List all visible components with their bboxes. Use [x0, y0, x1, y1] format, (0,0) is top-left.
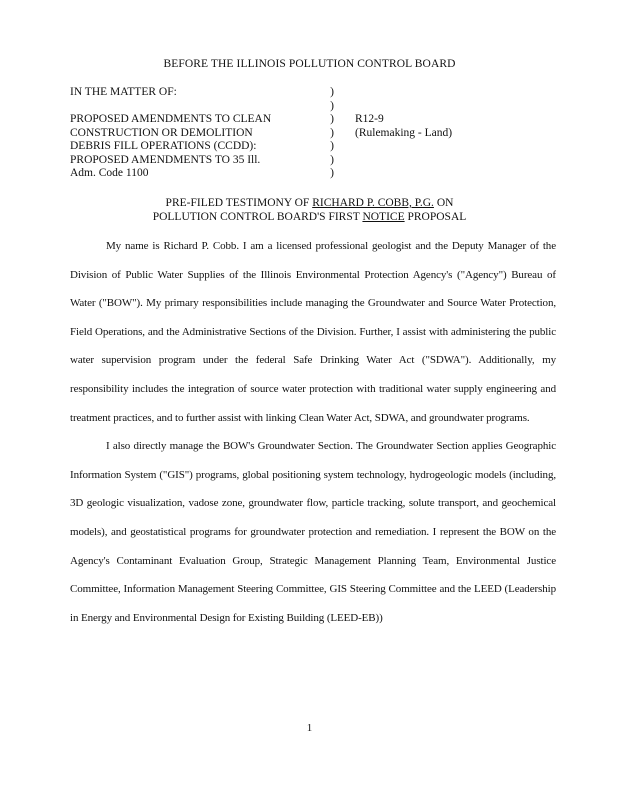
caption-line: IN THE MATTER OF:	[70, 86, 177, 98]
caption-line	[70, 100, 310, 114]
heading-prefix: POLLUTION CONTROL BOARD'S FIRST	[152, 211, 363, 223]
paragraph: My name is Richard P. Cobb. I am a licensed professional geologist and the Deputy Manager of the Division of Public Water Supplies of the Illinois Environmental Protection Agency's ("Agency") Bureau of Water ("BOW"). My primary responsibilities include managing the Groundwater and Source Water Protection, Field Operations, and the Administrative Sections of the Division. Further, I assist with administering the public water supervision program under the federal Safe Drinking Water Act ("SDWA"). Additionally, my responsibility includes the integration of source water protection with traditional water supply engineering and treatment practices, and to further assist with linking Clean Water Act, SDWA, and groundwater programs.	[70, 240, 556, 424]
caption-line: PROPOSED AMENDMENTS TO 35 Ill.	[70, 153, 261, 166]
separator: )	[330, 140, 334, 152]
testimony-body	[70, 232, 556, 632]
case-number: R12-9	[355, 113, 384, 125]
paragraph: I also directly manage the BOW's Groundwater Section. The Groundwater Section applies Geographic Information System ("GIS") programs, global positioning system technology, hydrogeologic models (including, 3D geologic visualization, vadose zone, groundwater flow, particle tracking, solute transport, and geochemical models), and geostatistical programs for groundwater protection and remediation. I represent the BOW on the Agency's Contaminant Evaluation Group, Strategic Management Planning Team, Environmental Justice Committee, Information Management Steering Committee, GIS Steering Committee and the LEED (Leadership in Energy and Environmental Design for Existing Building (LEED-EB))	[70, 440, 556, 624]
caption-matter	[70, 86, 310, 181]
board-title: BEFORE THE ILLINOIS POLLUTION CONTROL BOARD	[163, 58, 456, 70]
notice-word: NOTICE	[362, 211, 405, 223]
heading-prefix: PRE-FILED TESTIMONY OF	[165, 197, 313, 209]
witness-name: RICHARD P. COBB, P.G.	[312, 197, 434, 209]
heading-line-2	[0, 210, 619, 224]
heading-suffix: ON	[433, 197, 454, 209]
caption-line: CONSTRUCTION OR DEMOLITION	[70, 126, 253, 139]
testimony-heading	[0, 196, 619, 224]
caption-line: DEBRIS FILL OPERATIONS (CCDD):	[70, 140, 257, 152]
heading-suffix: PROPOSAL	[404, 211, 467, 223]
caption-separators	[327, 86, 337, 181]
caption-line: Adm. Code 1100	[70, 167, 149, 179]
separator: )	[330, 113, 334, 125]
heading-line-1	[0, 196, 619, 210]
separator: )	[330, 99, 334, 112]
separator: )	[330, 86, 334, 98]
separator: )	[330, 153, 334, 166]
separator: )	[330, 167, 334, 179]
page-number: 1	[306, 722, 313, 734]
separator: )	[330, 126, 334, 139]
caption-line: PROPOSED AMENDMENTS TO CLEAN	[70, 113, 272, 125]
case-type: (Rulemaking - Land)	[355, 126, 453, 139]
caption-case-info	[355, 86, 555, 140]
